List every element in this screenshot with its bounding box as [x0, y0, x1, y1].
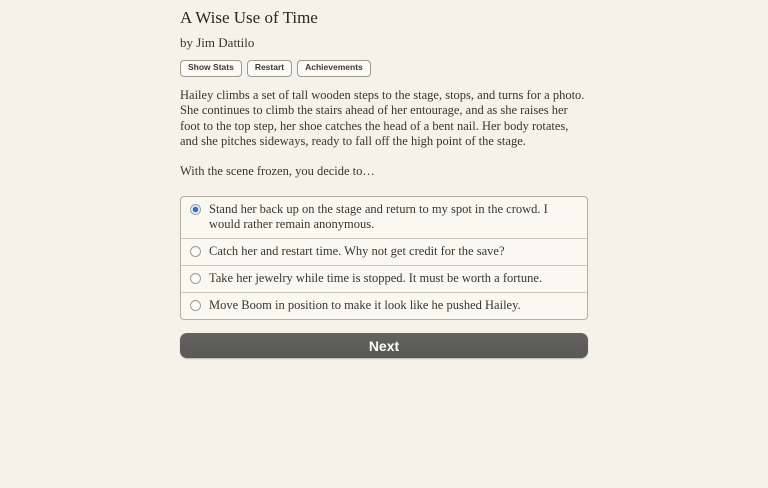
decision-prompt: With the scene frozen, you decide to…	[180, 163, 375, 178]
choice-label: Stand her back up on the stage and return to my spot in the crowd. I would rather remain anonymous.	[209, 202, 548, 232]
author-byline: by Jim Dattilo	[180, 35, 255, 51]
choice-radio[interactable]	[190, 246, 201, 257]
choice-option[interactable]	[181, 197, 587, 238]
game-content	[180, 8, 588, 358]
choice-label: Take her jewelry while time is stopped. It must be worth a fortune.	[209, 271, 543, 286]
choice-label: Catch her and restart time. Why not get credit for the save?	[209, 244, 505, 259]
restart-button[interactable]: Restart	[247, 60, 292, 76]
show-stats-button[interactable]: Show Stats	[180, 60, 242, 76]
achievements-button[interactable]: Achievements	[297, 60, 371, 76]
story-paragraph: Hailey climbs a set of tall wooden steps to the stage, stops, and turns for a photo. She continues to climb the stairs ahead of her entourage, and as she raises her foot to the top step, her shoe catches the head of a bent nail. Her body rotates, and she pitches sideways, ready to fall off the high point of the stage.	[180, 87, 585, 149]
choice-option[interactable]	[181, 292, 587, 319]
choice-radio[interactable]	[190, 204, 201, 215]
choice-radio[interactable]	[190, 273, 201, 284]
page-background	[0, 8, 768, 488]
choice-label: Move Boom in position to make it look like he pushed Hailey.	[209, 298, 521, 313]
choice-option[interactable]	[181, 265, 587, 292]
choice-option[interactable]	[181, 238, 587, 265]
next-button[interactable]: Next	[180, 333, 588, 358]
page-title: A Wise Use of Time	[180, 8, 318, 27]
toolbar	[180, 60, 588, 76]
choice-list	[180, 196, 588, 320]
choice-radio[interactable]	[190, 300, 201, 311]
